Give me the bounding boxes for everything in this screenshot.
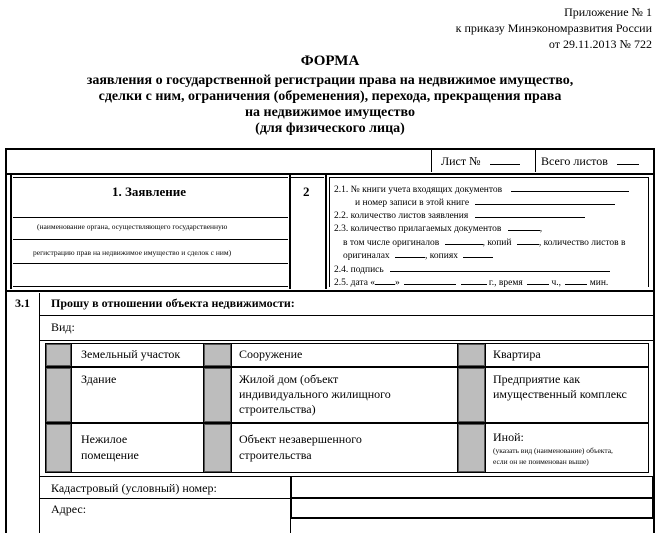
organ-hint-line-1: (наименование органа, осуществляющего государственную: [37, 222, 228, 231]
s2-date-label: 2.5. дата «: [334, 278, 376, 288]
checkbox-house[interactable]: [204, 368, 231, 422]
option-building: Здание: [81, 372, 117, 386]
option-other-hint-1: (указать вид (наименование) объекта,: [493, 446, 613, 455]
option-house-line-1: Жилой дом (объект: [239, 372, 339, 386]
s2-item-1-label: 2.1. № книги учета входящих документов: [334, 185, 503, 195]
checkbox-unfinished[interactable]: [204, 424, 231, 472]
s2-item-2: [334, 207, 585, 221]
s2-signature-field[interactable]: [390, 261, 610, 272]
s2-hours-field[interactable]: [527, 274, 549, 285]
s2-year-field[interactable]: [461, 274, 487, 285]
s2-item-4: [334, 261, 610, 275]
s2-time-label: г., время: [488, 278, 523, 288]
s2-month-field[interactable]: [404, 274, 456, 285]
sheet-number-label: Лист №: [441, 154, 481, 168]
form-title-line-4: (для физического лица): [255, 121, 405, 136]
organ-hint-line-2: регистрацию прав на недвижимое имущество и сделок с ним): [33, 248, 232, 257]
form-title-line-1: заявления о государственной регистрации права на недвижимое имущество,: [86, 73, 574, 88]
s2-originals-field[interactable]: [445, 234, 483, 245]
option-land: Земельный участок: [81, 347, 181, 361]
s2-item-3c: [343, 247, 493, 261]
s2-item-2-label: 2.2. количество листов заявления: [334, 211, 469, 221]
s2-sheets-in-label: , количество листов в: [538, 238, 626, 248]
s2-book-number-field[interactable]: [511, 181, 629, 192]
option-enterprise-line-1: Предприятие как: [493, 372, 581, 386]
form-frame: [5, 148, 655, 533]
option-house-line-2: индивидуального жилищного: [239, 387, 391, 401]
s2-orig-sheets-field[interactable]: [395, 247, 425, 258]
s2-copy-sheets-label: , копиях: [425, 251, 458, 261]
option-house: [239, 372, 391, 417]
form-title-line-3: на недвижимое имущество: [244, 105, 416, 120]
s2-record-field[interactable]: [475, 194, 615, 205]
checkbox-building[interactable]: [46, 368, 71, 422]
checkbox-nonresidential[interactable]: [46, 424, 71, 472]
s2-item-1b-label: и номер записи в этой книге: [355, 198, 470, 208]
option-nonresidential: [81, 431, 139, 463]
s2-item-3-label: 2.3. количество прилагаемых документов: [334, 224, 502, 234]
appendix-line-3: от 29.11.2013 № 722: [548, 37, 652, 51]
checkbox-land[interactable]: [46, 344, 71, 366]
section-1-title: 1. Заявление: [112, 184, 187, 199]
cadastral-number-field[interactable]: [291, 476, 653, 498]
section-3-number: 3.1: [15, 296, 30, 310]
sheet-number-field[interactable]: [490, 154, 520, 165]
option-unfinished: [239, 431, 362, 463]
option-nonres-line-1: Нежилое: [81, 432, 128, 446]
option-other-label: Иной:: [493, 430, 524, 444]
s2-minutes-field[interactable]: [565, 274, 587, 285]
sheet-total: [541, 154, 639, 169]
cadastral-label: Кадастровый (условный) номер:: [51, 481, 217, 495]
address-field[interactable]: [291, 498, 653, 518]
section-3-title: Прошу в отношении объекта недвижимости:: [51, 296, 295, 310]
s2-day-field[interactable]: [375, 274, 395, 285]
kind-label: Вид:: [51, 320, 75, 334]
option-structure: Сооружение: [239, 347, 303, 361]
checkbox-enterprise[interactable]: [458, 368, 485, 422]
s2-copies-label: , копий: [482, 238, 512, 248]
option-unfinished-line-2: строительства: [239, 448, 312, 462]
option-unfinished-line-1: Объект незавершенного: [239, 432, 362, 446]
appendix-line-2: к приказу Минэкономразвития России: [455, 21, 652, 35]
s2-copies-field[interactable]: [517, 234, 539, 245]
form-title-line-2: сделки с ним, ограничения (обременения), перехода, прекращения права: [98, 89, 562, 104]
s2-orig-sheets-label: оригиналах: [343, 251, 390, 261]
option-apartment: Квартира: [493, 347, 541, 361]
form-title: [0, 73, 660, 137]
checkbox-other[interactable]: [458, 424, 485, 472]
appendix-line-1: Приложение № 1: [564, 5, 652, 19]
s2-sheets-field[interactable]: [475, 207, 585, 218]
s2-item-3b: [343, 234, 625, 248]
s2-date-quote: »: [395, 278, 400, 288]
address-label: Адрес:: [51, 502, 87, 516]
checkbox-structure[interactable]: [204, 344, 231, 366]
checkbox-apartment[interactable]: [458, 344, 485, 366]
appendix-note: [456, 4, 652, 52]
sheet-number: [441, 154, 520, 169]
option-enterprise: [493, 372, 627, 402]
s2-item-1b: [355, 194, 615, 208]
option-nonres-line-2: помещение: [81, 448, 139, 462]
s2-item-1: [334, 181, 629, 195]
s2-originals-label: в том числе оригиналов: [343, 238, 440, 248]
s2-copy-sheets-field[interactable]: [463, 247, 493, 258]
option-other: [493, 430, 613, 467]
form-heading: ФОРМА: [300, 53, 360, 69]
s2-item-3-tail: ,: [539, 224, 543, 234]
s2-hours-label: ч.,: [551, 278, 561, 288]
option-house-line-3: строительства): [239, 402, 316, 416]
s2-signature-label: 2.4. подпись: [334, 265, 384, 275]
s2-item-3: [334, 220, 542, 234]
option-other-hint-2: если он не поименован выше): [493, 457, 589, 466]
option-enterprise-line-2: имущественный комплекс: [493, 387, 627, 401]
s2-item-5: [334, 274, 608, 288]
s2-docs-field[interactable]: [508, 220, 540, 231]
sheet-total-label: Всего листов: [541, 154, 608, 168]
section-2-number: 2: [303, 184, 310, 199]
sheet-total-field[interactable]: [617, 154, 639, 165]
s2-minutes-label: мин.: [589, 278, 609, 288]
